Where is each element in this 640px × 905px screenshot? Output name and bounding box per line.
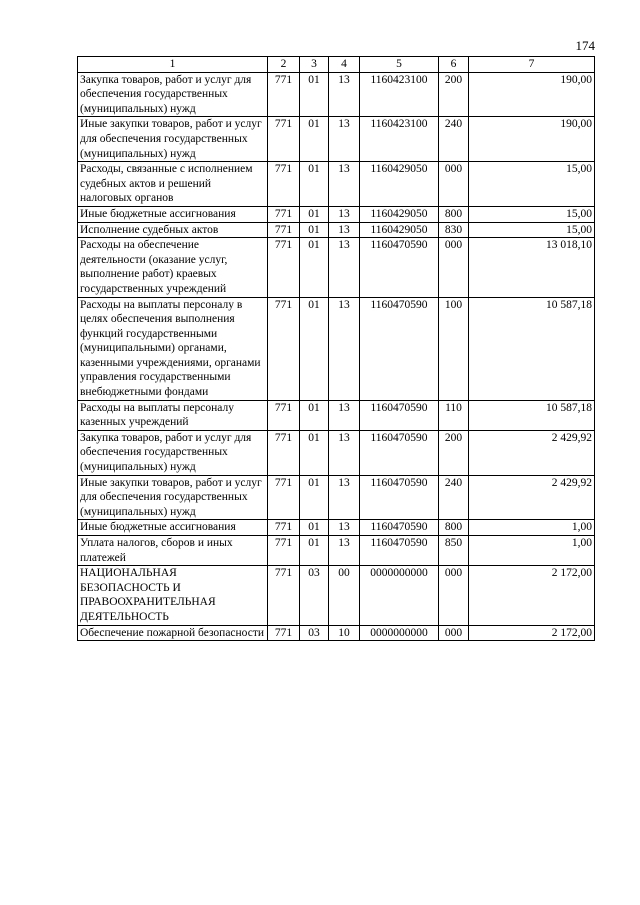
row-name: Иные закупки товаров, работ и услуг для обеспечения государственных (муниципальных) нужд: [78, 475, 268, 520]
table-row: [78, 117, 595, 162]
row-code-6: 800: [439, 206, 469, 222]
row-code-3: 01: [300, 222, 329, 238]
row-code-4: 13: [329, 475, 360, 520]
row-code-4: 13: [329, 536, 360, 566]
row-code-3: 01: [300, 238, 329, 297]
row-code-6: 000: [439, 162, 469, 207]
table-row: [78, 625, 595, 641]
row-code-2: 771: [268, 222, 300, 238]
row-code-3: 01: [300, 536, 329, 566]
row-code-5: 1160423100: [360, 117, 439, 162]
row-code-3: 03: [300, 566, 329, 625]
row-amount: 2 172,00: [469, 625, 595, 641]
table-row: [78, 72, 595, 117]
table-row: [78, 297, 595, 400]
col-header-3: 3: [300, 57, 329, 73]
row-code-6: 850: [439, 536, 469, 566]
row-amount: 10 587,18: [469, 297, 595, 400]
row-code-2: 771: [268, 566, 300, 625]
row-code-4: 13: [329, 297, 360, 400]
row-code-3: 01: [300, 475, 329, 520]
row-code-5: 1160470590: [360, 520, 439, 536]
row-code-6: 240: [439, 117, 469, 162]
row-name: Иные бюджетные ассигнования: [78, 206, 268, 222]
row-code-2: 771: [268, 536, 300, 566]
table-row: [78, 536, 595, 566]
row-code-4: 13: [329, 222, 360, 238]
row-code-4: 10: [329, 625, 360, 641]
page-number: 174: [575, 38, 595, 53]
row-name: Обеспечение пожарной безопасности: [78, 625, 268, 641]
table-row: [78, 238, 595, 297]
table-row: [78, 162, 595, 207]
row-amount: 15,00: [469, 162, 595, 207]
row-code-5: 1160470590: [360, 430, 439, 475]
row-amount: 2 429,92: [469, 475, 595, 520]
table-row: [78, 566, 595, 625]
row-amount: 1,00: [469, 520, 595, 536]
row-code-6: 240: [439, 475, 469, 520]
row-name: Расходы, связанные с исполнением судебных актов и решений налоговых органов: [78, 162, 268, 207]
row-code-6: 800: [439, 520, 469, 536]
row-code-2: 771: [268, 430, 300, 475]
row-code-3: 03: [300, 625, 329, 641]
row-code-2: 771: [268, 475, 300, 520]
row-code-5: 1160470590: [360, 238, 439, 297]
row-code-2: 771: [268, 625, 300, 641]
row-name: Расходы на выплаты персоналу в целях обеспечения выполнения функций государственными (муниципальными) органами, казенными учреждениями, органами управления государственными внебюджетными фондами: [78, 297, 268, 400]
row-code-3: 01: [300, 206, 329, 222]
col-header-2: 2: [268, 57, 300, 73]
row-code-3: 01: [300, 72, 329, 117]
col-header-5: 5: [360, 57, 439, 73]
row-code-6: 000: [439, 238, 469, 297]
row-code-5: 1160429050: [360, 206, 439, 222]
row-code-5: 1160470590: [360, 475, 439, 520]
row-amount: 190,00: [469, 72, 595, 117]
table-row: [78, 222, 595, 238]
row-code-3: 01: [300, 117, 329, 162]
row-code-4: 13: [329, 400, 360, 430]
row-code-3: 01: [300, 400, 329, 430]
row-name: Иные бюджетные ассигнования: [78, 520, 268, 536]
row-code-5: 0000000000: [360, 566, 439, 625]
row-code-6: 000: [439, 625, 469, 641]
row-code-5: 1160470590: [360, 536, 439, 566]
row-amount: 15,00: [469, 206, 595, 222]
header-row: [78, 57, 595, 73]
row-code-3: 01: [300, 430, 329, 475]
col-header-7: 7: [469, 57, 595, 73]
row-name: Закупка товаров, работ и услуг для обеспечения государственных (муниципальных) нужд: [78, 430, 268, 475]
row-code-6: 830: [439, 222, 469, 238]
row-code-5: 0000000000: [360, 625, 439, 641]
row-code-2: 771: [268, 162, 300, 207]
row-code-5: 1160429050: [360, 222, 439, 238]
row-code-2: 771: [268, 117, 300, 162]
row-code-2: 771: [268, 400, 300, 430]
row-code-2: 771: [268, 72, 300, 117]
row-code-4: 13: [329, 430, 360, 475]
col-header-1: 1: [78, 57, 268, 73]
row-name: НАЦИОНАЛЬНАЯ БЕЗОПАСНОСТЬ И ПРАВООХРАНИТЕЛЬНАЯ ДЕЯТЕЛЬНОСТЬ: [78, 566, 268, 625]
row-code-4: 13: [329, 206, 360, 222]
row-amount: 2 172,00: [469, 566, 595, 625]
row-code-4: 13: [329, 117, 360, 162]
row-code-6: 200: [439, 72, 469, 117]
row-amount: 10 587,18: [469, 400, 595, 430]
row-code-5: 1160470590: [360, 297, 439, 400]
col-header-6: 6: [439, 57, 469, 73]
row-name: Исполнение судебных актов: [78, 222, 268, 238]
row-code-5: 1160423100: [360, 72, 439, 117]
row-code-3: 01: [300, 297, 329, 400]
table-row: [78, 475, 595, 520]
row-code-5: 1160470590: [360, 400, 439, 430]
row-code-4: 13: [329, 72, 360, 117]
row-code-4: 13: [329, 162, 360, 207]
row-amount: 15,00: [469, 222, 595, 238]
row-amount: 13 018,10: [469, 238, 595, 297]
row-code-3: 01: [300, 162, 329, 207]
row-code-3: 01: [300, 520, 329, 536]
row-code-5: 1160429050: [360, 162, 439, 207]
row-name: Расходы на выплаты персоналу казенных учреждений: [78, 400, 268, 430]
budget-table: [77, 56, 595, 641]
row-code-2: 771: [268, 206, 300, 222]
row-code-4: 13: [329, 238, 360, 297]
row-code-6: 100: [439, 297, 469, 400]
table-row: [78, 206, 595, 222]
table-row: [78, 400, 595, 430]
row-code-2: 771: [268, 238, 300, 297]
row-code-4: 00: [329, 566, 360, 625]
row-code-6: 110: [439, 400, 469, 430]
row-amount: 1,00: [469, 536, 595, 566]
row-code-4: 13: [329, 520, 360, 536]
col-header-4: 4: [329, 57, 360, 73]
row-name: Уплата налогов, сборов и иных платежей: [78, 536, 268, 566]
row-amount: 2 429,92: [469, 430, 595, 475]
row-amount: 190,00: [469, 117, 595, 162]
row-code-2: 771: [268, 297, 300, 400]
row-code-6: 000: [439, 566, 469, 625]
table-row: [78, 520, 595, 536]
row-name: Расходы на обеспечение деятельности (оказание услуг, выполнение работ) краевых государственных учреждений: [78, 238, 268, 297]
row-name: Закупка товаров, работ и услуг для обеспечения государственных (муниципальных) нужд: [78, 72, 268, 117]
row-name: Иные закупки товаров, работ и услуг для обеспечения государственных (муниципальных) нужд: [78, 117, 268, 162]
row-code-6: 200: [439, 430, 469, 475]
table-row: [78, 430, 595, 475]
row-code-2: 771: [268, 520, 300, 536]
